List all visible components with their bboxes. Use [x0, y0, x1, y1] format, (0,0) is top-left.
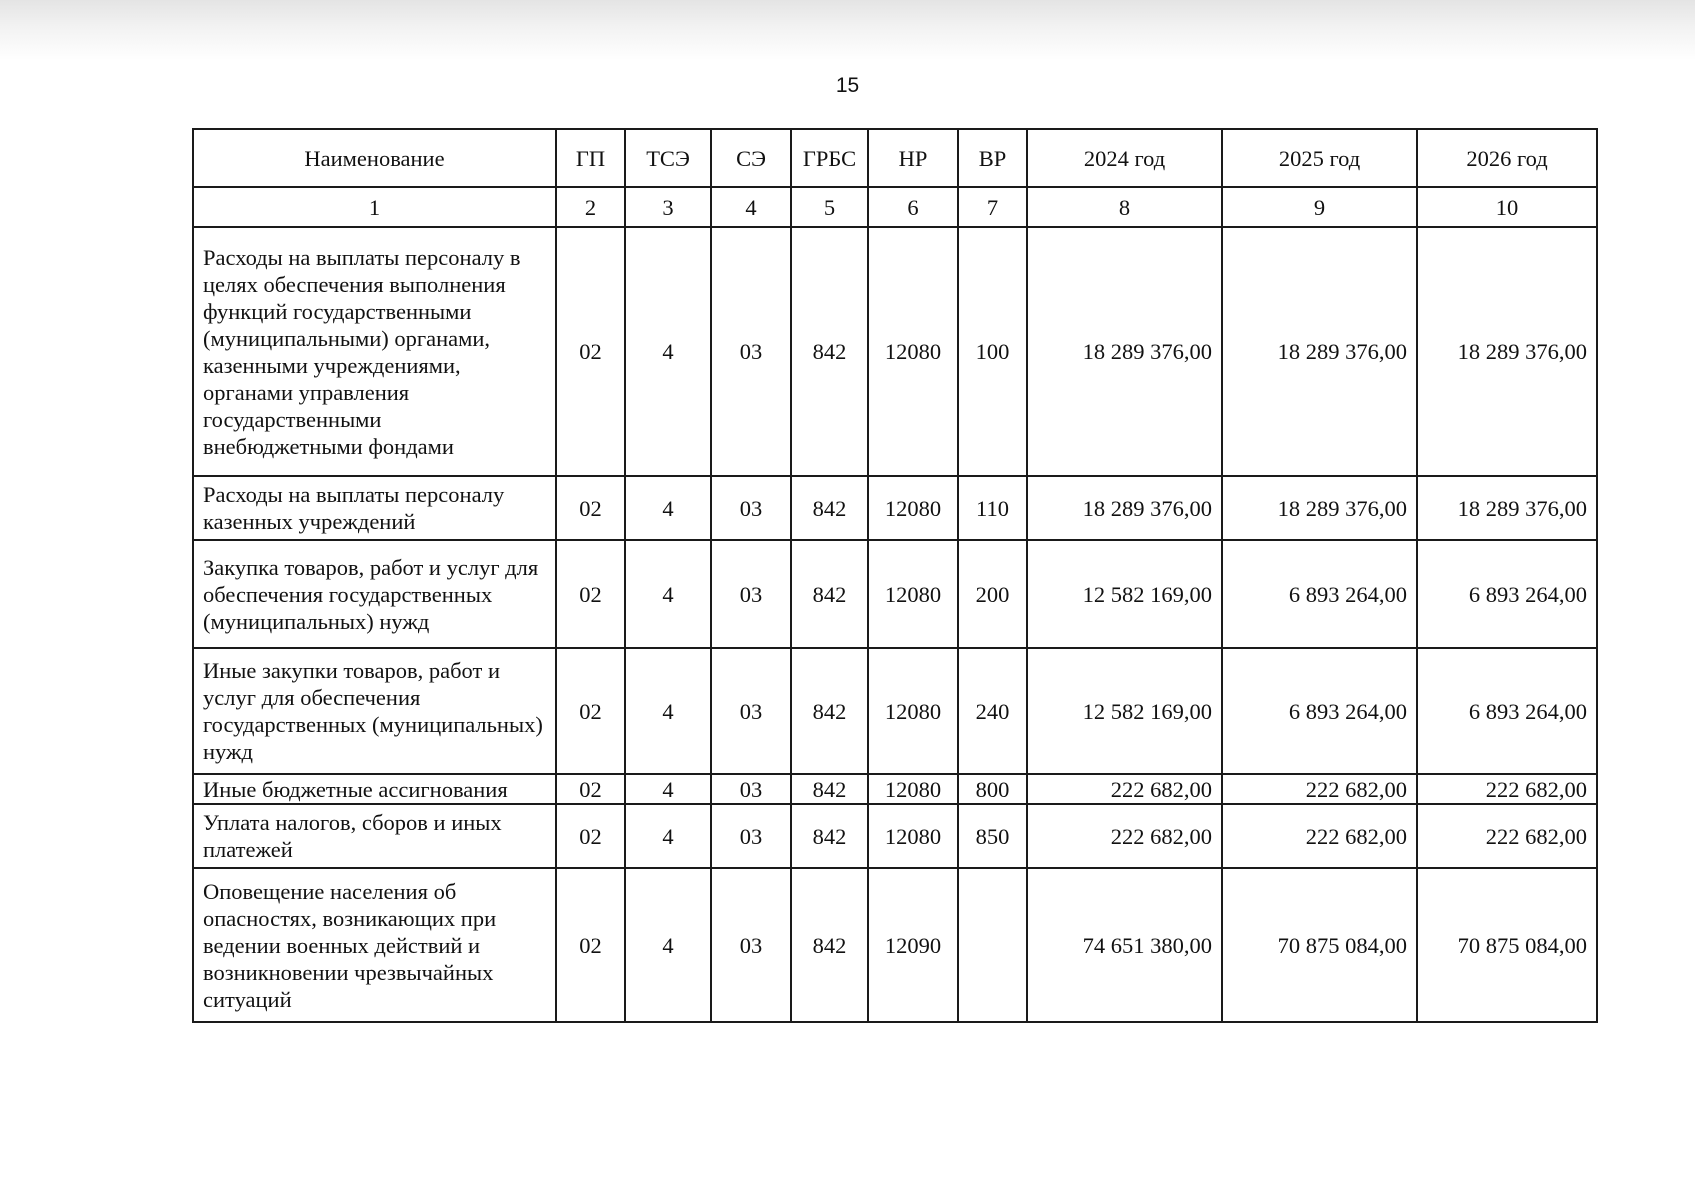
- row-amount-2024: 12 582 169,00: [1027, 648, 1222, 774]
- row-gp: 02: [556, 227, 625, 476]
- row-se: 03: [711, 804, 791, 868]
- row-tse: 4: [625, 774, 711, 804]
- row-amount-2024: 18 289 376,00: [1027, 227, 1222, 476]
- column-number: 4: [711, 187, 791, 227]
- header-row: [193, 129, 1597, 187]
- row-amount-2025: 6 893 264,00: [1222, 540, 1417, 648]
- row-vr: 100: [958, 227, 1027, 476]
- row-gp: 02: [556, 804, 625, 868]
- row-tse: 4: [625, 804, 711, 868]
- row-se: 03: [711, 540, 791, 648]
- header-tse: ТСЭ: [625, 129, 711, 187]
- row-se: 03: [711, 648, 791, 774]
- row-amount-2026: 70 875 084,00: [1417, 868, 1597, 1022]
- row-grbs: 842: [791, 476, 868, 540]
- row-name: Расходы на выплаты персоналу в целях обеспечения выполнения функций государственными (муниципальными) органами, казенными учреждениями, органами управления государственными внебюджетными фондами: [193, 227, 556, 476]
- row-amount-2024: 222 682,00: [1027, 774, 1222, 804]
- row-grbs: 842: [791, 227, 868, 476]
- row-se: 03: [711, 868, 791, 1022]
- column-number: 10: [1417, 187, 1597, 227]
- header-2025: 2025 год: [1222, 129, 1417, 187]
- row-grbs: 842: [791, 774, 868, 804]
- row-amount-2025: 70 875 084,00: [1222, 868, 1417, 1022]
- row-tse: 4: [625, 540, 711, 648]
- row-amount-2024: 74 651 380,00: [1027, 868, 1222, 1022]
- header-se: СЭ: [711, 129, 791, 187]
- table-row: [193, 868, 1597, 1022]
- row-amount-2024: 18 289 376,00: [1027, 476, 1222, 540]
- column-number: 5: [791, 187, 868, 227]
- page-number: 15: [835, 74, 860, 97]
- column-number: 7: [958, 187, 1027, 227]
- row-vr: 240: [958, 648, 1027, 774]
- row-grbs: 842: [791, 804, 868, 868]
- column-number: 3: [625, 187, 711, 227]
- table-row: [193, 476, 1597, 540]
- table-row: [193, 227, 1597, 476]
- row-gp: 02: [556, 774, 625, 804]
- row-gp: 02: [556, 476, 625, 540]
- row-grbs: 842: [791, 540, 868, 648]
- row-tse: 4: [625, 868, 711, 1022]
- row-tse: 4: [625, 227, 711, 476]
- row-tse: 4: [625, 476, 711, 540]
- header-name: Наименование: [193, 129, 556, 187]
- row-nr: 12080: [868, 476, 958, 540]
- row-amount-2026: 222 682,00: [1417, 774, 1597, 804]
- scan-edge: [0, 0, 1695, 60]
- row-nr: 12080: [868, 774, 958, 804]
- row-amount-2025: 222 682,00: [1222, 804, 1417, 868]
- row-name: Уплата налогов, сборов и иных платежей: [193, 804, 556, 868]
- row-amount-2026: 6 893 264,00: [1417, 648, 1597, 774]
- column-number: 1: [193, 187, 556, 227]
- column-number: 6: [868, 187, 958, 227]
- row-amount-2025: 18 289 376,00: [1222, 227, 1417, 476]
- row-vr: [958, 868, 1027, 1022]
- header-nr: НР: [868, 129, 958, 187]
- row-se: 03: [711, 227, 791, 476]
- row-tse: 4: [625, 648, 711, 774]
- table-row: [193, 648, 1597, 774]
- table-row: [193, 540, 1597, 648]
- row-vr: 110: [958, 476, 1027, 540]
- row-amount-2026: 6 893 264,00: [1417, 540, 1597, 648]
- table-row: [193, 804, 1597, 868]
- row-se: 03: [711, 774, 791, 804]
- row-nr: 12080: [868, 648, 958, 774]
- row-amount-2025: 18 289 376,00: [1222, 476, 1417, 540]
- row-amount-2024: 222 682,00: [1027, 804, 1222, 868]
- row-name: Оповещение населения об опасностях, возникающих при ведении военных действий и возникновении чрезвычайных ситуаций: [193, 868, 556, 1022]
- row-vr: 200: [958, 540, 1027, 648]
- column-number: 2: [556, 187, 625, 227]
- row-se: 03: [711, 476, 791, 540]
- header-gp: ГП: [556, 129, 625, 187]
- row-nr: 12080: [868, 804, 958, 868]
- row-gp: 02: [556, 868, 625, 1022]
- header-2024: 2024 год: [1027, 129, 1222, 187]
- row-name: Иные закупки товаров, работ и услуг для обеспечения государственных (муниципальных) нужд: [193, 648, 556, 774]
- row-grbs: 842: [791, 868, 868, 1022]
- column-number: 8: [1027, 187, 1222, 227]
- row-amount-2024: 12 582 169,00: [1027, 540, 1222, 648]
- row-amount-2026: 18 289 376,00: [1417, 227, 1597, 476]
- header-vr: ВР: [958, 129, 1027, 187]
- row-vr: 850: [958, 804, 1027, 868]
- row-amount-2026: 222 682,00: [1417, 804, 1597, 868]
- row-name: Иные бюджетные ассигнования: [193, 774, 556, 804]
- row-name: Закупка товаров, работ и услуг для обеспечения государственных (муниципальных) нужд: [193, 540, 556, 648]
- row-gp: 02: [556, 648, 625, 774]
- row-name: Расходы на выплаты персоналу казенных учреждений: [193, 476, 556, 540]
- row-nr: 12090: [868, 868, 958, 1022]
- row-nr: 12080: [868, 540, 958, 648]
- column-number-row: [193, 187, 1597, 227]
- row-amount-2025: 222 682,00: [1222, 774, 1417, 804]
- row-grbs: 842: [791, 648, 868, 774]
- row-amount-2025: 6 893 264,00: [1222, 648, 1417, 774]
- column-number: 9: [1222, 187, 1417, 227]
- row-gp: 02: [556, 540, 625, 648]
- row-nr: 12080: [868, 227, 958, 476]
- header-2026: 2026 год: [1417, 129, 1597, 187]
- budget-table: [192, 128, 1598, 1023]
- row-amount-2026: 18 289 376,00: [1417, 476, 1597, 540]
- row-vr: 800: [958, 774, 1027, 804]
- header-grbs: ГРБС: [791, 129, 868, 187]
- table-row: [193, 774, 1597, 804]
